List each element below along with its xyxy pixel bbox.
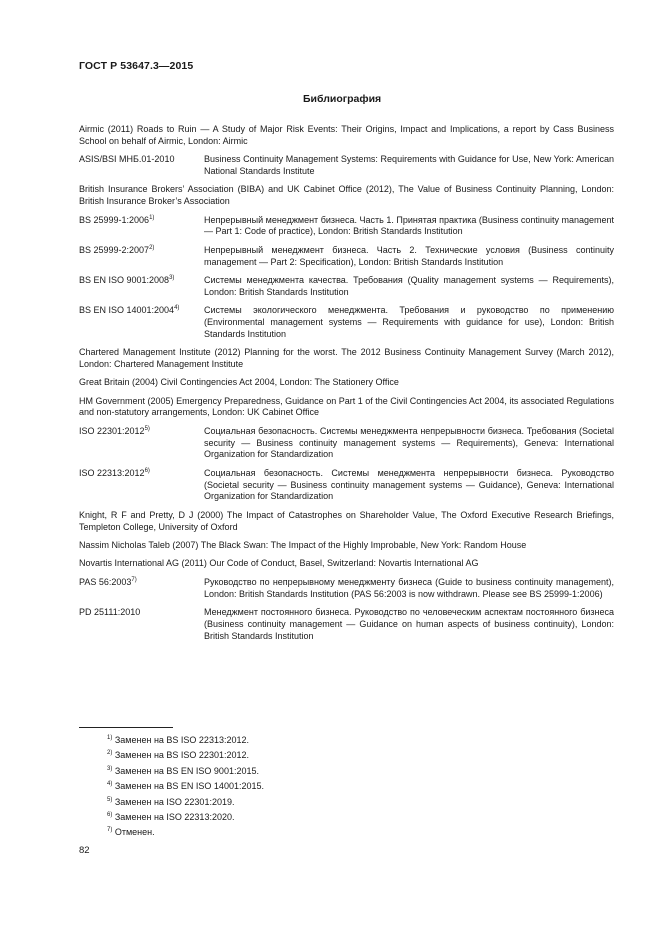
footnote-mark: 1) <box>107 735 113 741</box>
footnote-mark: 6) <box>107 812 113 819</box>
footnote <box>107 733 264 748</box>
footnote-marker: 6) <box>144 467 150 474</box>
footnote-marker: 5) <box>144 425 150 432</box>
bibliography-entry <box>79 305 614 340</box>
standard-description: Системы менеджмента качества. Требования (Quality management systems — Requirements), London: British Standards Institution <box>204 274 614 297</box>
page-number: 82 <box>79 845 90 856</box>
bibliography-entry <box>79 215 614 239</box>
footnote-marker: 7) <box>131 576 137 583</box>
footnotes-list <box>107 733 264 841</box>
section-title: Библиография <box>303 93 382 105</box>
standard-code-text: BS 25999-2:2007 <box>79 244 150 255</box>
standard-code-text: ASIS/BSI МНБ.01-2010 <box>79 154 175 165</box>
footnote-text: Заменен на ISO 22313:2020. <box>114 812 235 823</box>
standard-code-text: ISO 22301:2012 <box>79 425 145 436</box>
bibliography-entry <box>79 275 614 299</box>
standard-code <box>79 305 204 340</box>
standard-code <box>79 426 204 461</box>
standard-code-text: BS 25999-1:2006 <box>79 214 150 225</box>
footnote-text: Заменен на BS ISO 22301:2012. <box>114 750 249 761</box>
standard-code <box>79 577 204 601</box>
bibliography-list <box>79 124 614 649</box>
bibliography-entry: HM Government (2005) Emergency Preparedness, Guidance on Part 1 of the Civil Contingencies Act 2004, its associated Regulations and non-statutory arrangements, London: UK Cabinet Office <box>79 395 614 418</box>
footnote-marker: 3) <box>169 274 175 281</box>
standard-code-text: BS EN ISO 14001:2004 <box>79 305 175 316</box>
footnote-text: Заменен на ISO 22301:2019. <box>114 796 235 807</box>
footnote-text: Заменен на BS EN ISO 14001:2015. <box>114 781 264 792</box>
standard-code-text: BS EN ISO 9001:2008 <box>79 274 170 285</box>
bibliography-entry: Knight, R F and Pretty, D J (2000) The Impact of Catastrophes on Shareholder Value, The Oxford Executive Research Briefings, Templeton College, University of Oxford <box>79 509 614 532</box>
bibliography-entry: Novartis International AG (2011) Our Code of Conduct, Basel, Switzerland: Novartis International AG <box>79 558 479 569</box>
bibliography-entry <box>79 468 614 503</box>
standard-description: Социальная безопасность. Системы менеджмента непрерывности бизнеса. Требования (Societal security — Business continuity management systems — Requirements), Geneva: International Organization for Standardization <box>204 425 614 460</box>
footnote-mark: 7) <box>107 827 113 834</box>
footnote-text: Заменен на BS ISO 22313:2012. <box>114 735 249 745</box>
bibliography-entry: Airmic (2011) Roads to Ruin — A Study of Major Risk Events: Their Origins, Impact and Implications, a report by Cass Business School on behalf of Airmic, London: Airmic <box>79 124 614 146</box>
footnote-divider <box>79 727 173 728</box>
standard-description: Непрерывный менеджмент бизнеса. Часть 2. Технические условия (Business continuity management — Part 2: Specification), London: British Standards Institution <box>204 244 614 267</box>
footnote-marker: 4) <box>174 305 180 312</box>
standard-code <box>79 215 204 239</box>
footnote-mark: 5) <box>107 796 113 803</box>
standard-description: Менеджмент постоянного бизнеса. Руководство по человеческим аспектам постоянного бизнеса (Business continuity management — Guidance on human aspects of business continuity), London: British Standards Institution <box>204 607 614 641</box>
standard-description: Системы экологического менеджмента. Требования и руководство по применению (Environmental management systems — Requirements with guidance for use), London: British Standards Institution <box>204 305 614 339</box>
bibliography-entry: Chartered Management Institute (2012) Planning for the worst. The 2012 Business Continuity Management Survey (March 2012), London: Chartered Management Institute <box>79 347 614 369</box>
standard-description: Руководство по непрерывному менеджменту бизнеса (Guide to business continuity management), London: British Standards Institution (PAS 56:2003 is now withdrawn. Please see BS 25999-1:2006) <box>204 576 614 599</box>
standard-code <box>79 154 204 178</box>
footnote <box>107 825 264 840</box>
bibliography-entry <box>79 426 614 461</box>
bibliography-entry: British Insurance Brokers’ Association (BIBA) and UK Cabinet Office (2012), The Value of Business Continuity Planning, London: British Insurance Broker’s Association <box>79 184 614 207</box>
footnote-marker: 1) <box>149 214 155 221</box>
footnote <box>107 779 264 794</box>
bibliography-entry <box>79 607 614 642</box>
footnote-text: Заменен на BS EN ISO 9001:2015. <box>114 765 259 776</box>
standard-code <box>79 607 204 642</box>
standard-code-text: PAS 56:2003 <box>79 576 132 587</box>
footnote <box>107 795 264 810</box>
page-header: ГОСТ Р 53647.3—2015 <box>79 60 194 72</box>
footnote-mark: 2) <box>107 750 113 757</box>
bibliography-entry: Nassim Nicholas Taleb (2007) The Black Swan: The Impact of the Highly Improbable, New York: Random House <box>79 540 527 551</box>
standard-description: Социальная безопасность. Системы менеджмента непрерывности бизнеса. Руководство (Societal security — Business continuity management systems — Guidance), Geneva: International Organization for Standardization <box>204 467 614 502</box>
footnote-marker: 2) <box>149 244 155 251</box>
standard-code-text: PD 25111:2010 <box>79 607 141 617</box>
bibliography-entry <box>79 577 614 601</box>
footnote-mark: 4) <box>107 781 113 788</box>
standard-code <box>79 245 204 269</box>
bibliography-entry <box>79 245 614 269</box>
footnote <box>107 810 264 825</box>
standard-code-text: ISO 22313:2012 <box>79 467 145 478</box>
standard-description: Непрерывный менеджмент бизнеса. Часть 1. Принятая практика (Business continuity management — Part 1: Code of practice), London: British Standards Institution <box>204 214 614 237</box>
footnote <box>107 764 264 779</box>
standard-description: Business Continuity Management Systems: Requirements with Guidance for Use, New York: American National Standards Institute <box>204 154 614 176</box>
footnote <box>107 748 264 763</box>
footnote-mark: 3) <box>107 765 113 772</box>
standard-code <box>79 275 204 299</box>
footnote-text: Отменен. <box>114 827 155 838</box>
bibliography-entry <box>79 154 614 178</box>
bibliography-entry: Great Britain (2004) Civil Contingencies Act 2004, London: The Stationery Office <box>79 377 399 388</box>
standard-code <box>79 468 204 503</box>
